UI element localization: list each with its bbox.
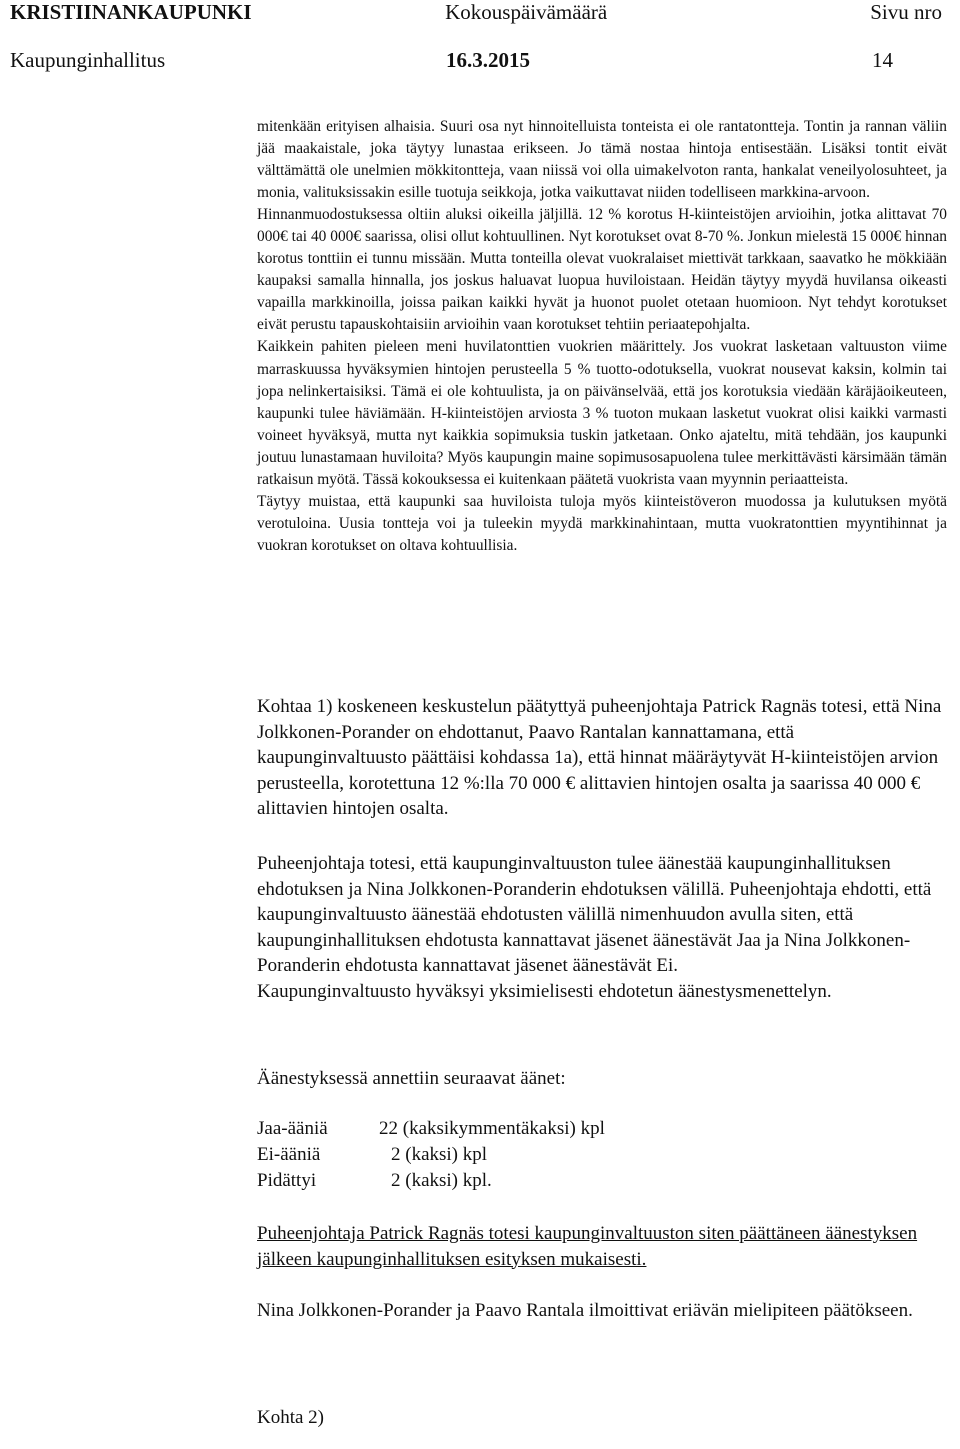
proposal-paragraph: Kohtaa 1) koskeneen keskustelun päätyttyä puheenjohtaja Patrick Ragnäs totesi, että Nina Jolkkonen-Porander on ehdottanut, Paavo Rantalan kannattamana, että kaupunginvaltuusto päättäisi kohdassa 1a), että hinnat määräytyvät H-kiinteistöjen arvion perusteella, korotettuna 12 %:lla 70 000 € alittavien hintojen osalta ja saarissa 40 000 € alittavien hintojen osalta. [257,696,942,820]
page-number: 14 [872,48,893,72]
statement-paragraph: Hinnanmuodostuksessa oltiin aluksi oikeilla jäljillä. 12 % korotus H-kiinteistöjen arvioihin, jotka alittavat 70 000€ tai 40 000€ saarissa, olisi ollut kohtuullinen. Nyt korotukset ovat 8-70 %. Jonkun mielestä 15 000€ hinnan korotus tonttiin ei tunnu missään. Mutta tonteilla olevat vuokralaiset miettivät tarkkaan, saavatko he mökkiään kaupaksi samalla hinnalla, jos joskus haluavat luopua huviloistaan. Heidän täytyy myydä huvilansa oikeasti vapailla markkinoilla, joissa paikan kaikki hyvät ja huonot puolet otetaan huomioon. Nyt tehdyt korotukset eivät perustu tapauskohtaisiin arvioihin vaan korotukset tehtiin periaatepohjalta. [257,206,947,334]
voting-procedure-paragraph: Puheenjohtaja totesi, että kaupunginvaltuuston tulee äänestää kaupunginhallituksen ehdotuksen ja Nina Jolkkonen-Poranderin ehdotuksen välillä. Puheenjohtaja ehdotti, että kaupunginvaltuusto äänestää ehdotusten välillä nimenhuudon avulla siten, että kaupunginhallituksen ehdotusta kannattavat jäsenet äänestävät Jaa ja Nina Jolkkonen-Poranderin ehdotusta kannattavat jäsenet äänestävät Ei. [257,853,932,977]
approval-line: Kaupunginvaltuusto hyväksyi yksimielisesti ehdotetun äänestysmenettelyn. [257,980,832,1002]
vote-value: 22 (kaksikymmentäkaksi) kpl [379,1118,605,1139]
votes-intro: Äänestyksessä annettiin seuraavat äänet: [257,1068,566,1089]
header-second-row [10,48,942,73]
decision-statement: Puheenjohtaja Patrick Ragnäs totesi kaupunginvaltuuston siten päättäneen äänestyksen jälkeen kaupunginhallituksen esityksen mukaisesti. [257,1223,918,1270]
header-top-row [10,0,942,25]
vote-label: Jaa-ääniä [257,1118,328,1139]
vote-value: 2 (kaksi) kpl [391,1144,488,1165]
vote-row-no [257,1142,605,1168]
organization-name: KRISTIINANKAUPUNKI [10,0,252,24]
decision-section [257,1221,947,1272]
votes-intro-section [257,1066,947,1092]
meeting-date: 16.3.2015 [446,48,530,72]
dissent-section [257,1298,947,1324]
statement-paragraph: Täytyy muistaa, että kaupunki saa huviloista tuloja myös kiinteistöveron muodossa ja kulutuksen myötä verotuloina. Uusia tontteja voi ja tuleekin myydä markkinahintaan, mutta vuokratonttien myyntihinnat ja vuokran korotukset on oltava kohtuullisia. [257,492,947,554]
statement-paragraph: Kaikkein pahiten pieleen meni huvilatonttien vuokrien määrittely. Jos vuokrat lasketaan valtuuston viime marraskuussa hyväksymien hintojen perusteella 5 % tuotto-odotuksella, vuokrat nousevat kaksin, kolmin tai jopa nelinkertaisiksi. Tämä ei ole kohtuulista, ja on päivänselvää, että jos korotuksia viedään käräjäoikeuteen, kaupunki tulee häviämään. H-kiinteistöjen arviosta 3 % tuoton mukaan lasketut vuokrat olisi kaikki varmasti voineet hyväksyä, mutta nyt kaikkia sopimuksia tuskin jatketaan. Onko ajateltu, mitä tehdään, jos kaupunki joutuu lunastamaan huviloita? Myös kaupungin maine sopimusosapuolena tulee merkittävästi kärsimään tämän ratkaisun myötä. Tässä kokouksessa ei kuitenkaan päätetä vuokrista vaan myynnin periaatteista. [257,338,947,488]
voting-procedure-section [257,851,947,1005]
proposal-section [257,694,947,822]
vote-label: Ei-ääniä [257,1144,321,1165]
vote-row-yes [257,1116,605,1142]
committee-name: Kaupunginhallitus [10,48,166,72]
dissent-statement: Nina Jolkkonen-Porander ja Paavo Rantala ilmoittivat eriävän mielipiteen päätökseen. [257,1300,913,1321]
page-number-label: Sivu nro [870,0,942,24]
statement-paragraph: mitenkään erityisen alhaisia. Suuri osa nyt hinnoitelluista tonteista ei ole rantatontteja. Tontin ja rannan väliin jää maakaistale, joka täytyy lunastaa erikseen. Jo tämä nostaa hintoja entisestään. Lisäksi tontit eivät välttämättä ole unelmien mökkitontteja, vaan niissä voi olla uimakelvoton ranta, hankalat veneilyolosuhteet, ja monia, valituksissakin esille tuotuja seikkoja, jotka vaikuttavat niiden todelliseen markkina-arvoon. [257,118,947,202]
vote-value: 2 (kaksi) kpl. [391,1170,492,1191]
vote-label: Pidättyi [257,1170,317,1191]
meeting-date-label: Kokouspäivämäärä [445,0,608,24]
vote-row-abstain [257,1168,605,1194]
votes-table [257,1116,605,1194]
next-item-section [257,1405,947,1431]
next-item-heading: Kohta 2) [257,1407,325,1428]
statement-text [257,116,947,557]
